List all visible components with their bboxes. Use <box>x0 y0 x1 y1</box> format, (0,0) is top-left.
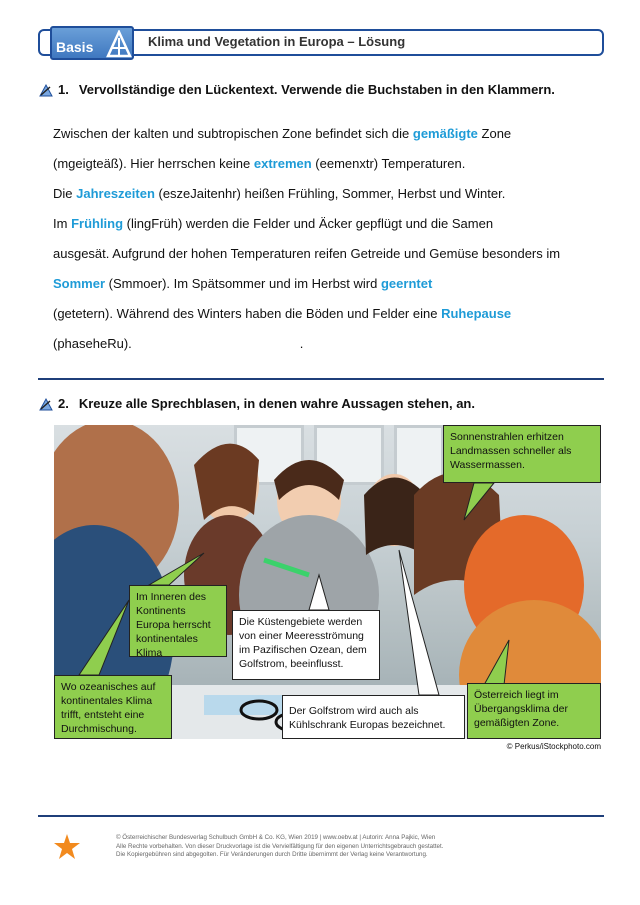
cloze-line-3: Die Jahreszeiten (eszeJaitenhr) heißen Frühling, Sommer, Herbst und Winter. <box>53 186 506 201</box>
footer-copyright: © Österreichischer Bundesverlag Schulbuch GmbH & Co. KG, Wien 2019 | www.oebv.at | Autorin: Anna Pajkic, Wien Alle Rechte vorbehalten. Von dieser Druckvorlage ist die Vervielfältigung für den eigenen Unterrichtsgebrauch gestattet. Die Kopiergebühren sind abgegolten. Für Veränderungen durch Dritte übernimmt der Verlag keine Verantwortung. <box>116 834 444 858</box>
task-2-instruction: Kreuze alle Sprechblasen, in denen wahre Aussagen stehen, an. <box>78 396 475 411</box>
answer-extremen: extremen <box>253 156 312 171</box>
triangle-logo-icon <box>106 30 132 58</box>
task-1-heading <box>38 82 555 97</box>
answer-geerntet: geerntet <box>380 276 433 291</box>
task-2-heading <box>38 396 475 411</box>
section-divider <box>38 378 604 380</box>
task-pencil-icon <box>38 83 54 97</box>
cloze-line-6: Sommer (Smmoer). Im Spätsommer und im Herbst wird geerntet <box>53 276 433 291</box>
cloze-line-8: (phaseheRu). . <box>53 336 304 351</box>
basis-badge <box>50 26 134 60</box>
page-title: Klima und Vegetation in Europa – Lösung <box>148 34 406 49</box>
task-1-number: 1. <box>58 82 69 97</box>
basis-label: Basis <box>56 39 94 55</box>
answer-sommer: Sommer <box>53 276 106 291</box>
task-1-instruction: Vervollständige den Lückentext. Verwende die Buchstaben in den Klammern. <box>78 82 555 97</box>
photo-credit: © Perkus/iStockphoto.com <box>506 742 601 751</box>
speech-bubble-kuestengebiete[interactable]: Die Küstengebiete werden von einer Meeresströmung im Pazifischen Ozean, dem Golfstrom, beeinflusst. <box>232 610 380 680</box>
speech-bubble-sonnenstrahlen[interactable]: Sonnenstrahlen erhitzen Landmassen schneller als Wassermassen. <box>443 425 601 483</box>
oebv-logo-icon <box>54 834 80 860</box>
speech-bubble-golfstrom[interactable]: Der Golfstrom wird auch als Kühlschrank Europas bezeichnet. <box>282 695 465 739</box>
footer-divider <box>38 815 604 817</box>
task-pencil-icon <box>38 397 54 411</box>
cloze-line-1: Zwischen der kalten und subtropischen Zone befindet sich die gemäßigte Zone <box>53 126 512 141</box>
answer-gemaessigte: gemäßigte <box>412 126 478 141</box>
cloze-line-2: (mgeigteäß). Hier herrschen keine extremen (eemenxtr) Temperaturen. <box>53 156 466 171</box>
students-photo <box>54 425 601 739</box>
speech-bubble-kontinentales-klima[interactable]: Im Inneren des Kontinents Europa herrscht kontinentales Klima <box>129 585 227 657</box>
speech-bubble-oesterreich[interactable]: Österreich liegt im Übergangsklima der gemäßigten Zone. <box>467 683 601 739</box>
answer-ruhepause: Ruhepause <box>441 306 512 321</box>
cloze-line-7: (getetern). Während des Winters haben die Böden und Felder eine Ruhepause <box>53 306 512 321</box>
speech-bubble-durchmischung[interactable]: Wo ozeanisches auf kontinentales Klima trifft, entsteht eine Durchmischung. <box>54 675 172 739</box>
cloze-line-4: Im Frühling (lingFrüh) werden die Felder und Äcker gepflügt und die Samen <box>53 216 494 231</box>
answer-fruehling: Frühling <box>71 216 124 231</box>
task-2-number: 2. <box>58 396 69 411</box>
cloze-line-5: ausgesät. Aufgrund der hohen Temperaturen reifen Getreide und Gemüse besonders im <box>53 246 561 261</box>
page-header <box>38 26 604 59</box>
answer-jahreszeiten: Jahreszeiten <box>76 186 155 201</box>
